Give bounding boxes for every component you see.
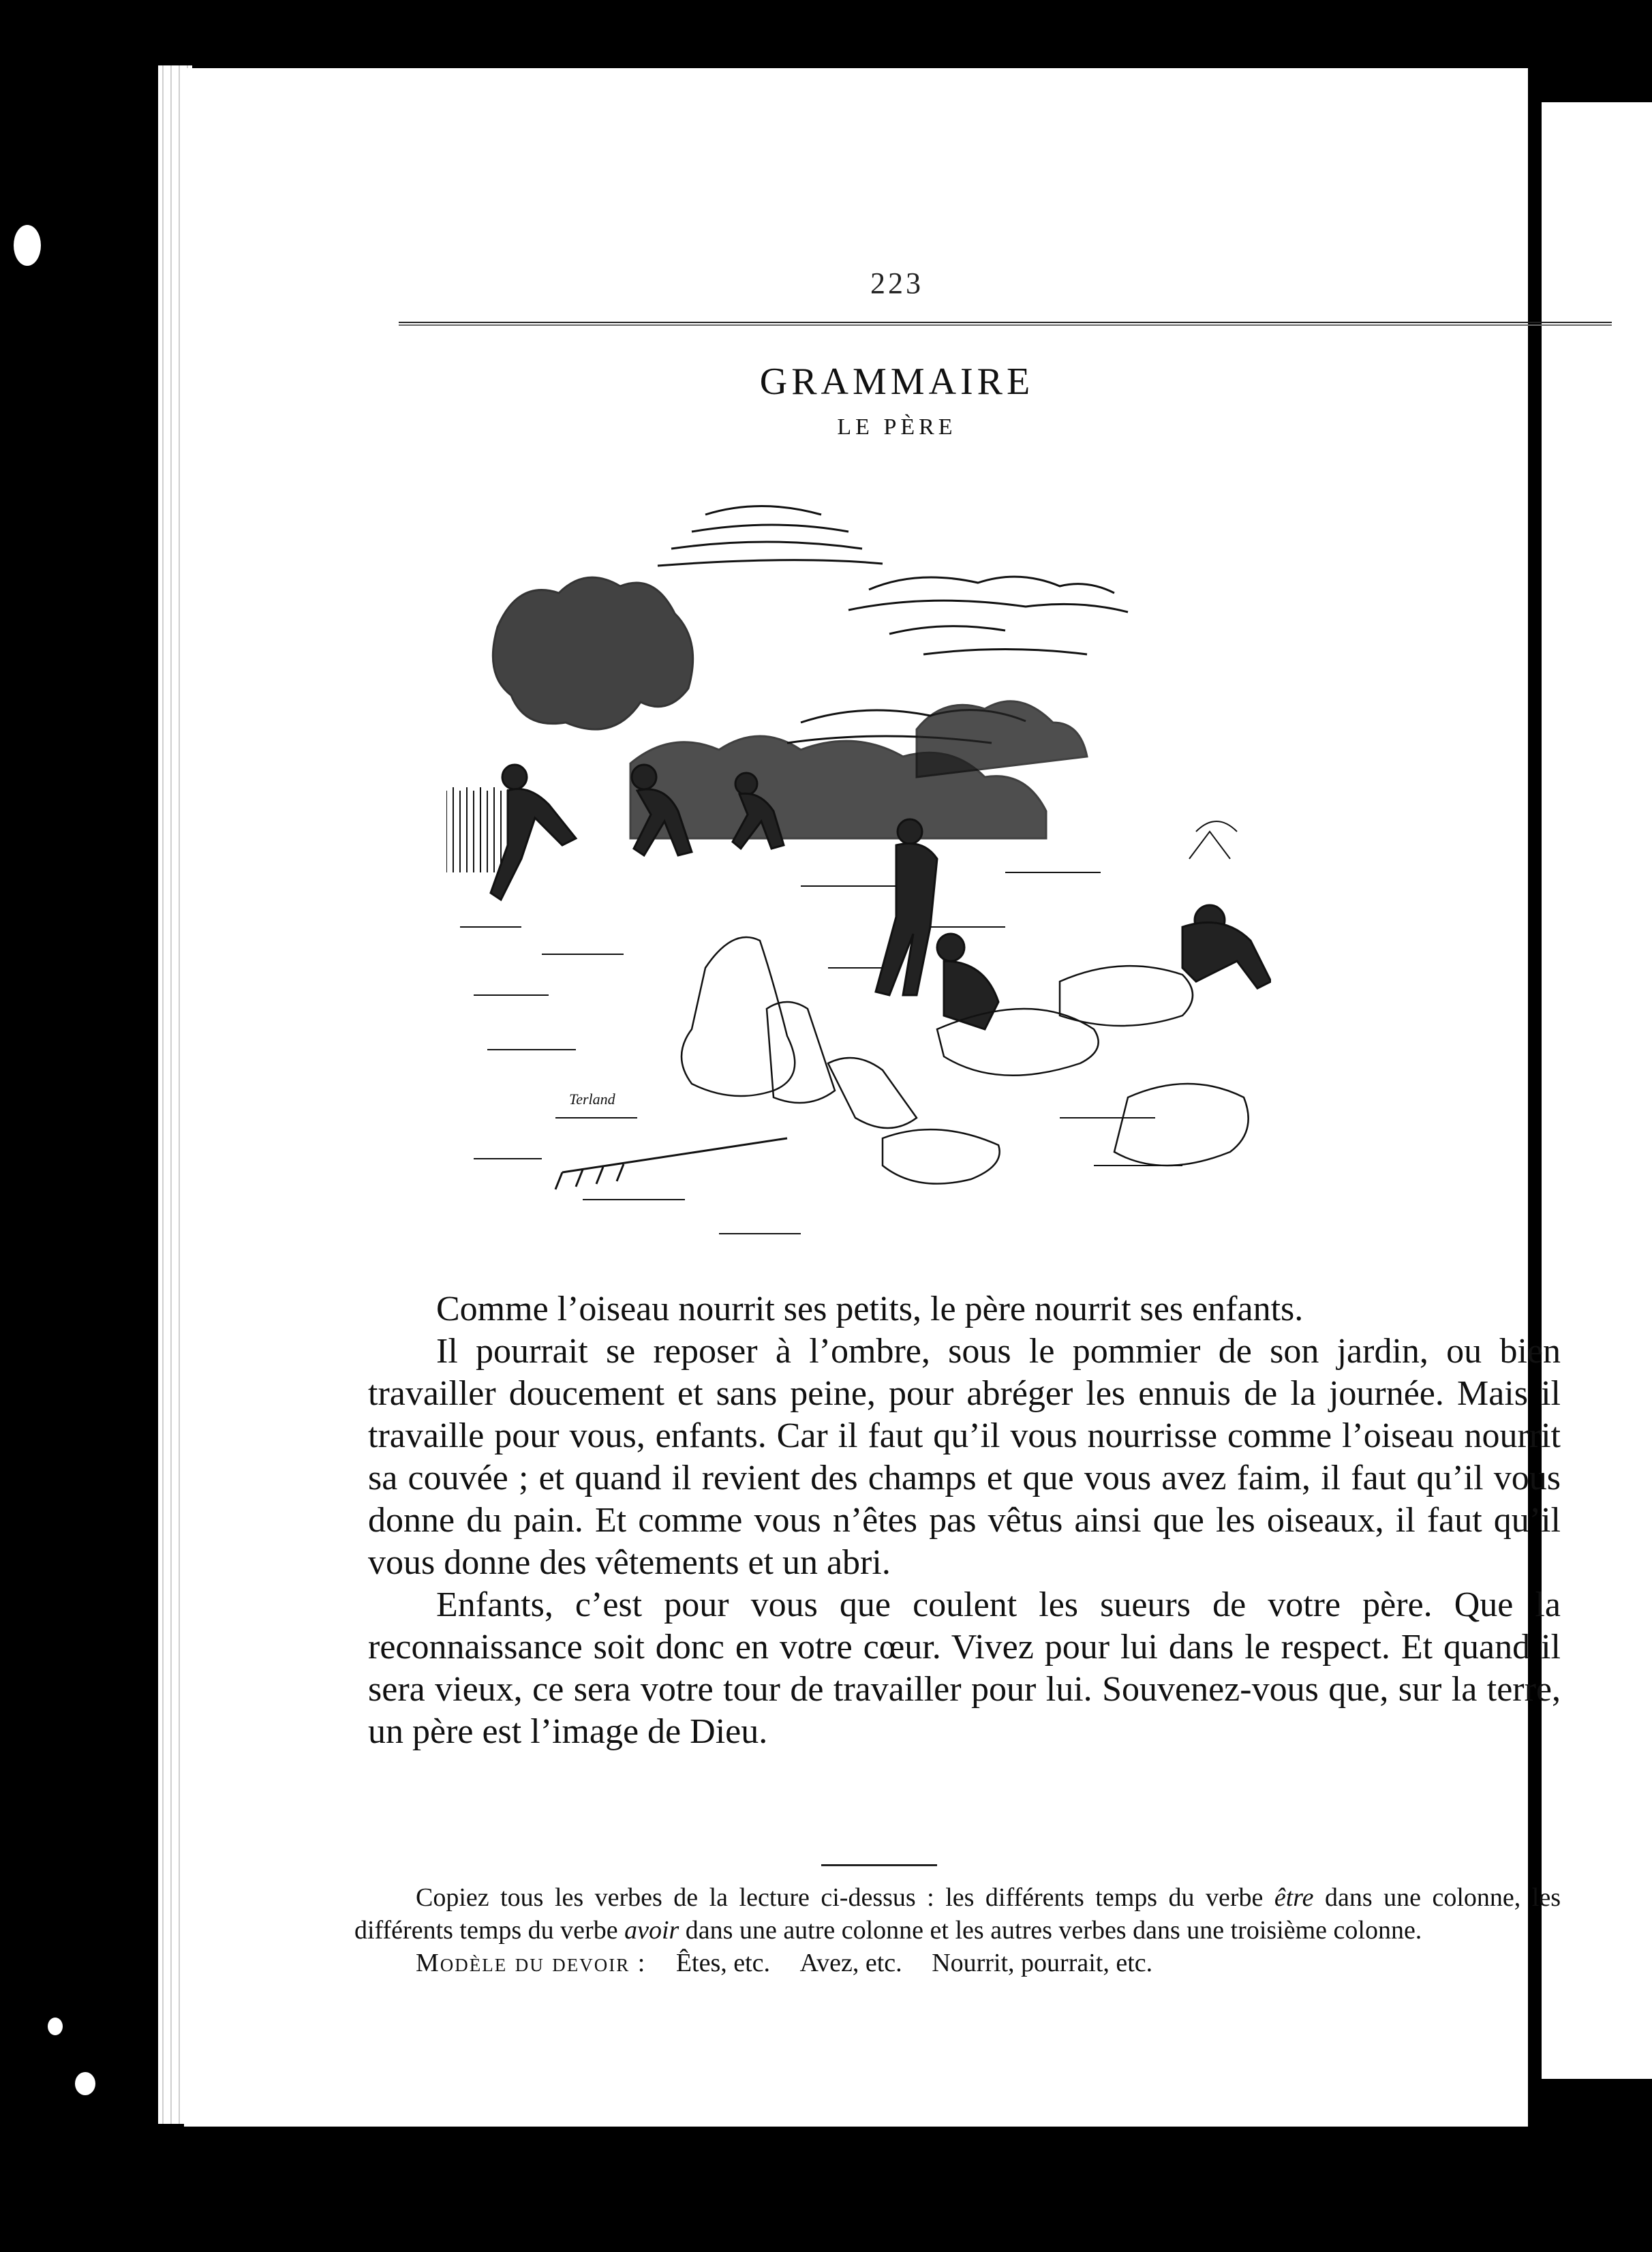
model-label: Modèle du devoir : [416, 1949, 647, 1977]
exercise-text: dans une colonne, les différents temps du verbe [354, 1883, 1561, 1945]
illustrator-signature: Terland [569, 1091, 615, 1108]
scan-speck [48, 2018, 63, 2035]
section-title: GRAMMAIRE [759, 361, 1035, 403]
model-item: Avez, etc. [799, 1949, 902, 1977]
exercise-text: dans une autre colonne et les autres verbes dans une troisième colonne. [685, 1916, 1422, 1945]
scan-speck [75, 2072, 95, 2095]
model-line [354, 1947, 1561, 1979]
separator-rule [821, 1864, 937, 1866]
scan-speck [14, 225, 41, 266]
model-item: Êtes, etc. [675, 1949, 771, 1977]
page-number: 223 [870, 267, 923, 300]
harvest-illustration [446, 450, 1271, 1275]
header-rule [399, 322, 1612, 326]
ground-hatching [460, 872, 1182, 1234]
paragraph: Enfants, c’est pour vous que coulent les sueurs de votre père. Que la reconnaissance soit donc en votre cœur. Vivez pour lui dans le respect. Et quand il sera vieux, ce sera votre tour de travailler pour lui. Souvenez-vous que, sur la terre, un père est l’image de Dieu. [368, 1585, 1561, 1751]
verb-etre: être [1274, 1883, 1314, 1912]
book-page [184, 68, 1561, 2127]
exercise-text: Copiez tous les verbes de la lecture ci-dessus : les différents temps du verbe [416, 1883, 1264, 1912]
rake [555, 1138, 787, 1189]
model-item: Nourrit, pourrait, etc. [932, 1949, 1153, 1977]
exercise-block [354, 1881, 1561, 1979]
paragraph: Comme l’oiseau nourrit ses petits, le père nourrit ses enfants. [436, 1290, 1304, 1328]
paragraph: Il pourrait se reposer à l’ombre, sous le pommier de son jardin, ou bien travailler doucement et sans peine, pour abréger les ennuis de la journée. Mais il travaille pour vous, enfants. Car il faut qu’il vous nourrisse comme l’oiseau nourrit sa couvée ; et quand il revient des champs et que vous avez faim, il faut qu’il vous donne du pain. Et comme vous n’êtes pas vêtus ainsi que les oiseaux, il faut qu’il vous donne des vêtements et un abri. [368, 1332, 1561, 1582]
trees [493, 577, 1087, 838]
lesson-text [368, 1288, 1561, 1753]
clouds [658, 506, 1128, 744]
verb-avoir: avoir [624, 1916, 679, 1945]
exercise-instructions [354, 1881, 1561, 1947]
lesson-title: LE PÈRE [837, 414, 957, 440]
